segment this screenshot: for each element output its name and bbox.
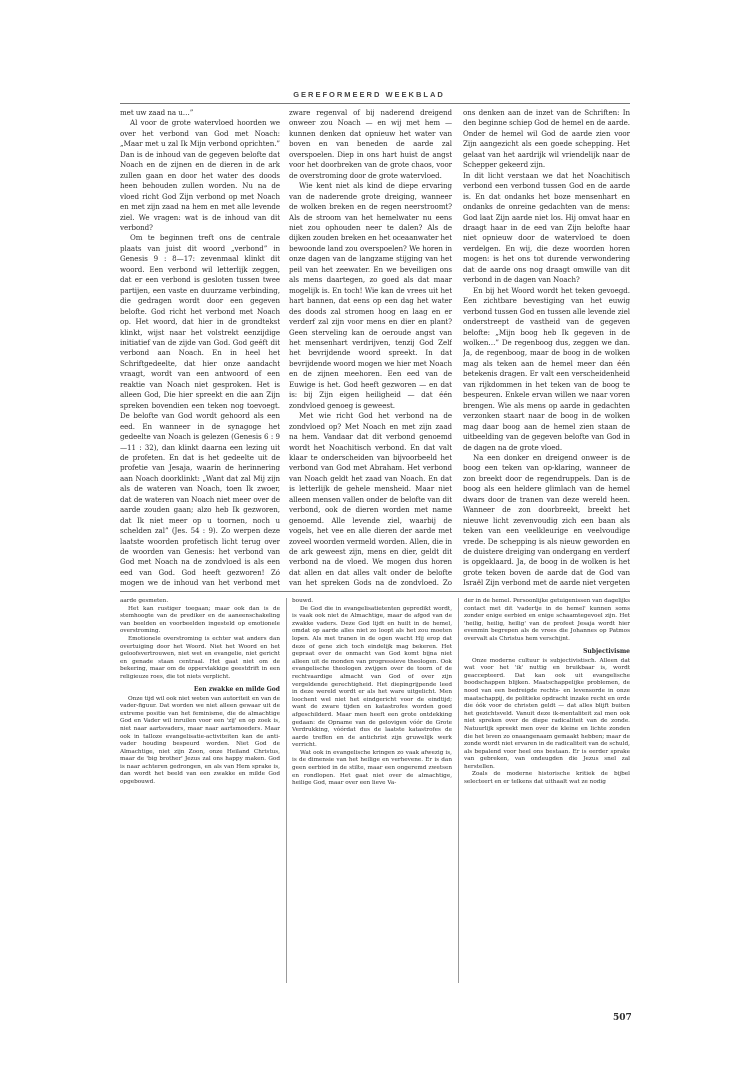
page-number: 507 (613, 1013, 632, 1023)
paragraph: Onze moderne cultuur is subjectivistisch. Alleen dat wat voor het 'ik' nuttig en bruikbaar is, wordt geaccepteerd. Dat kan ook uit evangelische boodschappen blijken. Maatschappelijke problemen, de nood van een bedreigde rechts- en levensorde in onze maatschappij, de politieke opdracht inzake recht en orde die óók voor de christen geldt — dat alles blijft buiten het gezichtsveld. Vanuit deze ik-mentaliteit zal men ook niet spreken over de diepe radicaliteit van de zonde. Natuurlijk spreekt men over de kleine en lichte zonden die het leven zo onaangenaam gemaakt hebben; maar de zonde wordt niet ervaren in de radicaliteit van de schuld, als bepalend voor heel ons bestaan. Er is eerder sprake van gebreken, van ondeugden die Jezus snel zal herstellen. (464, 657, 630, 770)
paragraph: Emotionele overstroming is echter wat anders dan overtuiging door het Woord. Niet het Woord en het geloofsvertrouwen, niet wet en evangelie, niet gericht en genade staan centraal. Het gaat niet om de bekering, maar om de oppervlakkige geestdrift in een religieuze roes, die tot niets verplicht. (120, 635, 280, 680)
paragraph: Na een donker en dreigend onweer is de boog een teken van op-klaring, wanneer de zon breekt door de regendruppels. Dan is de boog als een heldere glimlach van de hemel dwars door de tranen van deze wereld heen. Wanneer de zon doorbreekt, breekt het nieuwe licht zevenvoudig zich een baan als teken van een veelkleurige en veelvoudige vrede. De schepping is als nieuw geworden en de duistere dreiging van ondergang en verderf is opgeklaard. Ja, de boog in de wolken is het grote teken boven de aarde dat de God van Israël Zijn verbond met de aarde niet vergeten (463, 452, 630, 588)
paragraph: In dit licht verstaan we dat het Noachitisch verbond een verbond tussen God en de aarde is. En dat ondanks het boze mensenhart en ondanks de onreine gedachten van de mens: God laat Zijn aarde niet los. Hij omvat haar en draagt haar in de eed van Zijn belofte haar niet opnieuw door de watervloed te doen verdelgen. En wij, die deze woorden horen mogen: is het ons tot durende verwondering dat de aarde ons nog draagt omwille van dit verbond in de dagen van Noach? (463, 170, 630, 285)
paragraph: Wie kent niet als kind de diepe ervaring van de naderende grote dreiging, wanneer de wolken breken en de regen neerstroomt? Als de stroom van het hemelwater nu eens niet zou ophouden neer te dalen? Als de dijken zouden breken en het oceaanwater het bewoonde land zou overspoelen? We horen in onze dagen van de langzame stijging van het peil van het zeewater. En we beveiligen ons als mens daartegen, zo goed als dat maar mogelijk is. En toch! Wie kan de vrees uit het hart bannen, dat eens op een dag het water des doods zal stromen hoog en laag en er verderf zal zijn voor mens en dier en plant? Geen sterveling kan de oeroude angst van het mensenhart verdrijven, tenzij God Zelf het bevrijdende woord spreekt. In dat bevrijdende woord mogen we hier met Noach en de zijnen meehoren. Een eed van de Euwige is het. God heeft gezworen — en dat is: bij Zijn eigen heiligheid — dat één zondvloed genoeg is geweest. (289, 181, 452, 410)
paragraph: met uw zaad na u…” (120, 108, 194, 117)
lower-column-1 (120, 598, 280, 983)
upper-column-1 (120, 108, 280, 588)
running-header: GEREFORMEERD WEEKBLAD (293, 90, 445, 99)
paragraph: zware regenval of bij naderend dreigend onweer zou Noach — en wij met hem — kunnen denken dat opnieuw het water van boven en van beneden de aarde zal overspoelen. Diep in ons hart huist de angst voor het doorbreken van de grote chaos, voor de overstroming door de grote watervloed. (289, 108, 452, 180)
paragraph: der in de hemel. Persoonlijke getuigenissen van dagelijks contact met dit 'vadertje in de hemel' kunnen soms zonder enige eerbied en enige schaamtegevoel zijn. Het 'heilig, heilig, heilig' van de profeet Jesaja wordt hier evenmin begrepen als de vrees die Johannes op Patmos overvalt als Christus hem verschijnt. (464, 598, 630, 642)
section-heading: Een zwakke en milde God (193, 685, 280, 693)
section-heading: Subjectivisme (583, 647, 630, 655)
paragraph: aarde gesmeten. (120, 598, 169, 604)
header-rule (120, 103, 630, 104)
column-rule-1 (286, 598, 287, 983)
paragraph: Zoals de moderne historische kritiek de bijbel selecteert en er telkens dat uithaalt wat ze nodig (464, 771, 630, 786)
upper-column-3 (463, 108, 630, 588)
paragraph: Met wie richt God het verbond na de zondvloed op? Met Noach en met zijn zaad na hem. Vandaar dat dit verbond genoemd wordt het Noachitisch verbond. En dat valt klaar te onderscheiden van bijvoorbeeld het verbond van God met Abraham. Het verbond van Noach geldt het zaad van Noach. En dat is letterlijk de gehele mensheid. Maar niet alleen mensen vallen onder de belofte van dit verbond, ook de dieren worden met name genoemd. Alle levende ziel, waarbij de vogels, het vee en alle dieren der aarde met zoveel woorden vermeld worden. Allen, die in de ark geweest zijn, mens en dier, geldt dit verbond na de vloed. We mogen dus horen dat allen en dat alles valt onder de belofte van het spreken Gods na de zondvloed. Zo (289, 411, 452, 588)
column-rule-2 (458, 598, 459, 983)
paragraph: ons denken aan de inzet van de Schriften: In den beginne schiep God de hemel en de aarde. Onder de hemel wil God de aarde zien voor Zijn aangezicht als een goede schepping. Het gelaat van het aardrijk wil vriendelijk naar de Schepper gekeerd zijn. (463, 108, 630, 170)
lower-column-3 (464, 598, 630, 983)
paragraph: Het kan rustiger toegaan; maar ook dan is de stemhoogte van de prediker en de aaneenschakeling van beelden en voorbeelden ingesteld op emotionele overstroming. (120, 605, 280, 635)
paragraph: Onze tijd wil ook niet weten van autoriteit en van de vader-figuur. Dat worden we niet alleen gewaar uit de extreme positie van het feminisme, die de almachtige God en Vader wil inruilen voor een 'zij' en op zoek is, niet naar aartsvaders, maar naar aartsmoeders. Maar ook in talloze evangelisatie-activiteiten kan de anti-vader houding bespeurd worden. Niet God de Almachtige, niet zijn Zoon, onze Heiland Christus, maar de 'big brother' Jezus zal ons happy maken. God is naar achteren gedrongen, en als van Hem sprake is, dan wordt het beeld van een zwakke en milde God opgebouwd. (120, 695, 280, 786)
paragraph: Al voor de grote watervloed hoorden we over het verbond van God met Noach: „Maar met u zal Ik Mijn verbond oprichten.” Dan is de inhoud van de gegeven belofte dat Noach en de zijnen en de dieren in de ark zullen gaan en door het water des doods heen behouden zullen worden. Nu na de vloed richt God Zijn verbond op met Noach en met zijn zaad na hem en met alle levende ziel. We vragen: wat is de inhoud van dit verbond? (120, 118, 280, 232)
paragraph: En bij het Woord wordt het teken gevoegd. Een zichtbare bevestiging van het euwig verbond tussen God en tussen alle levende ziel onderstreept de vastheid van de gegeven belofte: „Mijn boog heb Ik gegeven in de wolken…” De regenboog dus, zeggen we dan. Ja, de regenboog, maar de boog in de wolken mag als teken aan de hemel meer dan één betekenis dragen. Er valt een verscheidenheid van rijkdommen in het teken van de boog te bespeuren. Enkele ervan willen we naar voren brengen. Wie als mens op aarde in gedachten verzonken staart naar de boog in de wolken mag daar boog aan de hemel zien staan de uitbeelding van de gegeven belofte van God in de dagen na de grote vloed. (463, 285, 630, 452)
paragraph: Om te beginnen treft ons de centrale plaats van juist dit woord „verbond” in Genesis 9 : 8—17: zevenmaal klinkt dit woord. Een verbond wil letterlijk zeggen, dat er een verbond is gesloten tussen twee partijen, een vaste en duurzame verbinding, die gedragen wordt door een gegeven belofte. God richt het verbond met Noach op. Het woord, dat hier in de grondtekst klinkt, wijst naar het volstrekt eenzijdige initiatief van de zijde van God. God geéft dit verbond aan Noach. En in heel het Schriftgedeelte, dat hier onze aandacht vraagt, wordt van een antwoord of een reaktie van Noach niet gesproken. Het is alleen God, Die hier spreekt en die aan Zijn spreken bovendien een teken nog toevoegt. De belofte van God wordt gehoord als een eed. En wanneer in de synagoge het gedeelte van Noach is gelezen (Genesis 6 : 9—11 : 32), dan klinkt daarna een lezing uit de profeten. En dat is het gedeelte uit de profetie van Jesaja, waarin de herinnering aan Noach doorklinkt: „Want dat zal Mij zijn als de wateren van Noach, toen Ik zwoer, dat de wateren van Noach niet meer over de aarde zouden gaan; alzo heb Ik gezworen, dat Ik niet meer op u toornen, noch u schelden zal” (Jes. 54 : 9). Zo werpen deze laatste woorden profetisch licht terug over de woorden van Genesis: het verbond van God met Noach na de zondvloed is als een eed van God. God heeft gezworen! Zó mogen we de inhoud van het verbond met (120, 233, 280, 588)
section-divider (120, 591, 630, 592)
paragraph: bouwd. (292, 598, 314, 604)
paragraph: De God die in evangelisatietenten gepredikt wordt, is vaak ook niet de Almachtige, maar de afgod van de zwakke vaders. Deze God lijdt en huilt in de hemel, omdat op aarde alles niet zo loopt als het zou moeten lopen. Als met tranen in de ogen wacht Hij erop dat deze of gene zich toch eindelijk mag bekeren. Het gepraat over de onmacht van God komt bijna niet alleen uit de monden van progressieve theologen. Ook evangelische theologen zwijgen over de toorn of de rechtvaardige almacht van God of over zijn vergeldende gerechtigheid. Het diepingrijpende leed in deze wereld wordt er als het ware uitgelicht. Men loochent wel niet het eindgericht voor de eindtijd; want de zware tijden en katastrofes worden goed afgeschilderd. Maar men heeft een grote ontdekking gedaan: de Opname van de gelovigen vóór de Grote Verdrukking, vóórdat dus de laatste katastrofes de aarde treffen en de antichrist zijn gruwelijk werk verricht. (292, 605, 452, 749)
lower-column-2 (292, 598, 452, 983)
upper-column-2 (289, 108, 452, 588)
paragraph: Wat ook in evangelische kringen zo vaak afwezig is, is de dimensie van het heilige en verhevene. Er is dan geen eerbied in de stilte, maar een ongeremd zwetsen en rondlopen. Het gaat niet over de almachtige, heilige God, maar over een lieve Va- (292, 749, 452, 787)
